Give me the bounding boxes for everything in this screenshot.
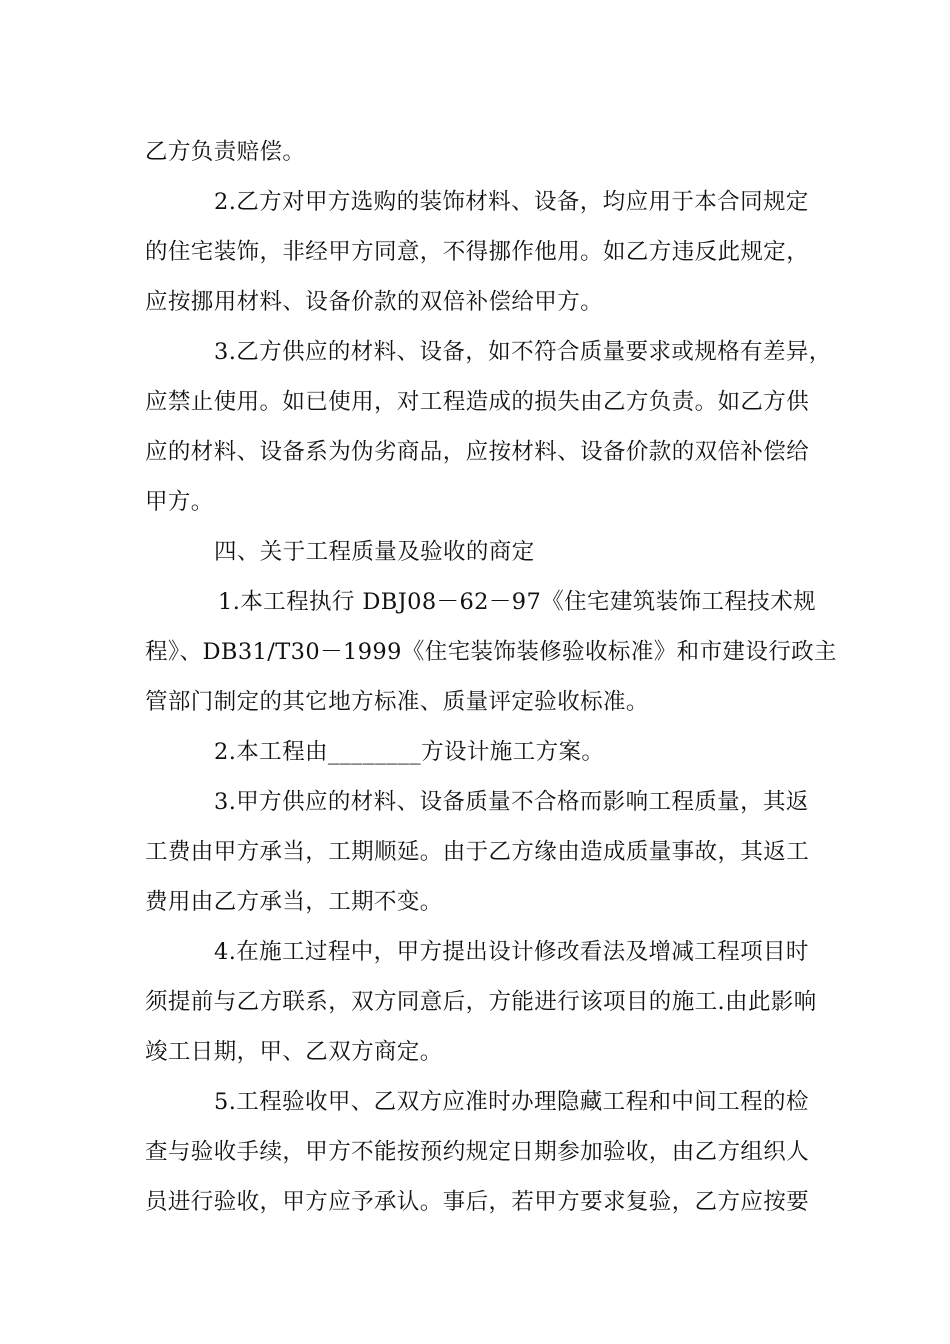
text-line: 的住宅装饰，非经甲方同意，不得挪作他用。如乙方违反此规定， — [145, 239, 810, 265]
text-line: 应的材料、设备系为伪劣商品，应按材料、设备价款的双倍补偿给 — [145, 439, 810, 465]
text-line: 4.在施工过程中，甲方提出设计修改看法及增减工程项目时 — [214, 939, 809, 965]
text-line: 程》、DB31/T30－1999《住宅装饰装修验收标准》和市建设行政主 — [145, 639, 837, 665]
text-line: 须提前与乙方联系，双方同意后，方能进行该项目的施工.由此影响 — [145, 989, 817, 1015]
text-line: 3.乙方供应的材料、设备，如不符合质量要求或规格有差异， — [214, 339, 832, 365]
text-line: 甲方。 — [145, 489, 214, 515]
text-line: 1.本工程执行 DBJ08－62－97《住宅建筑装饰工程技术规 — [218, 589, 817, 615]
text-line: 3.甲方供应的材料、设备质量不合格而影响工程质量，其返 — [214, 789, 809, 815]
text-line: 竣工日期，甲、乙双方商定。 — [145, 1039, 443, 1065]
text-line: 乙方负责赔偿。 — [145, 139, 306, 165]
text-line: 应按挪用材料、设备价款的双倍补偿给甲方。 — [145, 289, 604, 315]
text-line: 员进行验收，甲方应予承认。事后，若甲方要求复验，乙方应按要 — [145, 1189, 810, 1215]
text-line: 2.乙方对甲方选购的装饰材料、设备，均应用于本合同规定 — [214, 189, 809, 215]
text-line: 费用由乙方承当，工期不变。 — [145, 889, 443, 915]
text-line: 2.本工程由________方设计施工方案。 — [214, 739, 605, 765]
text-line: 工费由甲方承当，工期顺延。由于乙方缘由造成质量事故，其返工 — [145, 839, 810, 865]
text-line: 5.工程验收甲、乙双方应准时办理隐藏工程和中间工程的检 — [214, 1089, 809, 1115]
text-line: 管部门制定的其它地方标准、质量评定验收标准。 — [145, 689, 649, 715]
text-line: 应禁止使用。如已使用，对工程造成的损失由乙方负责。如乙方供 — [145, 389, 810, 415]
text-line: 查与验收手续，甲方不能按预约规定日期参加验收，由乙方组织人 — [145, 1139, 810, 1165]
section-heading: 四、关于工程质量及验收的商定 — [214, 539, 535, 565]
